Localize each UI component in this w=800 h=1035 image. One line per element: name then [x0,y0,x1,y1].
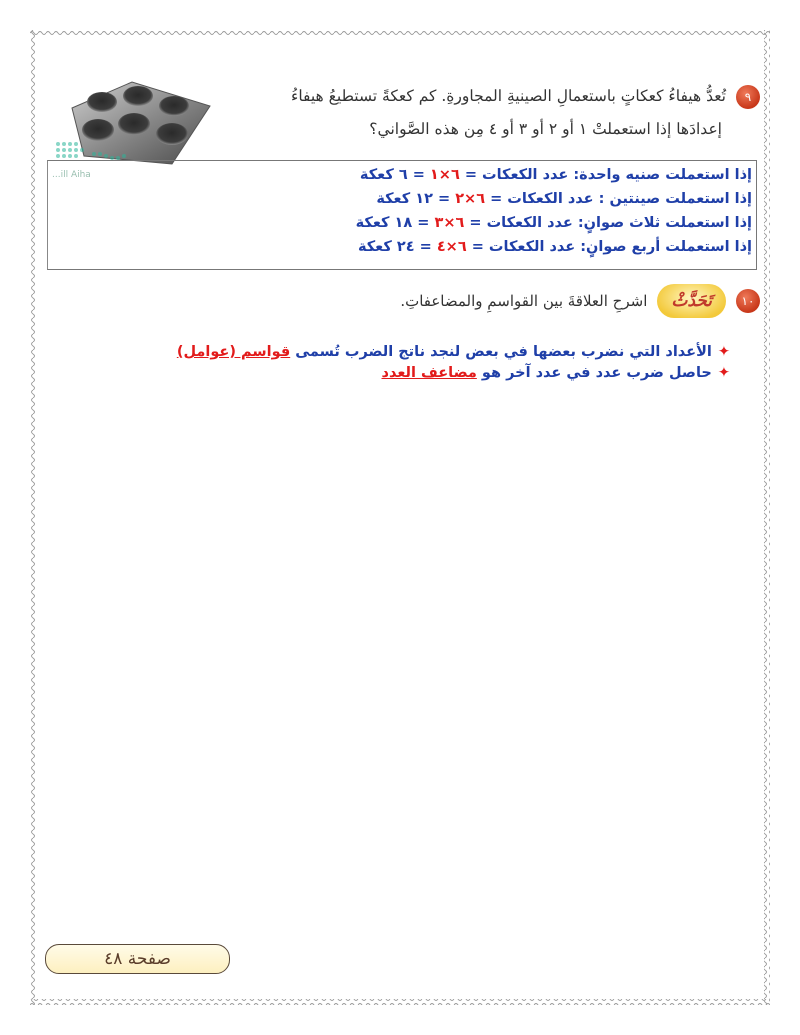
answer-notes [177,342,730,384]
question-10-text: اشرحِ العلاقةَ بين القواسمِ والمضاعفاتِ. [400,292,648,310]
note-2: ✦حاصل ضرب عدد في عدد آخر هو مضاعف العدد [381,365,730,381]
page-number-label: صفحة ٤٨ [45,944,230,974]
star-bullet-icon: ✦ [717,365,730,381]
note-1: ✦الأعداد التي نضرب بعضها في بعض لنجد ناتج الضرب تُسمى قواسم (عوامل) [176,344,730,360]
answer-line: إذا استعملت أربع صوانٍ: عدد الكعكات = ٦×٤ = ٢٤ كعكة [357,239,752,255]
question-number-badge: ٩ [736,85,760,109]
star-bullet-icon: ✦ [717,344,730,360]
question-10 [400,284,760,318]
question-9 [290,80,760,146]
answer-line: إذا استعملت صينتين : عدد الكعكات = ٦×٢ = ١٢ كعكة [376,191,752,207]
question-9-line-1: ٩تُعدُّ هيفاءُ كعكاتٍ باستعمالِ الصينيةِ المجاورةِ. كم كعكةً تستطيعُ هيفاءُ [290,80,760,113]
answer-line: إذا استعملت ثلاث صوانٍ: عدد الكعكات = ٦×٣ = ١٨ كعكة [355,215,752,231]
answer-line: إذا استعملت صنيه واحدة: عدد الكعكات = ٦×١ = ٦ كعكة [359,167,752,183]
multiple-term: مضاعف العدد [381,365,477,381]
watermark-text: ...ill Aiha [52,170,91,180]
answer-box [47,160,757,270]
question-9-line-2: إعدادَها إذا استعملتْ ١ أو ٢ أو ٣ أو ٤ مِن هذه الصَّواني؟ [369,120,722,138]
question-number-badge: ١٠ [736,289,760,313]
discuss-badge: تَحَدَّثْ [657,284,726,318]
divisors-term: قواسم (عوامل) [176,344,291,360]
